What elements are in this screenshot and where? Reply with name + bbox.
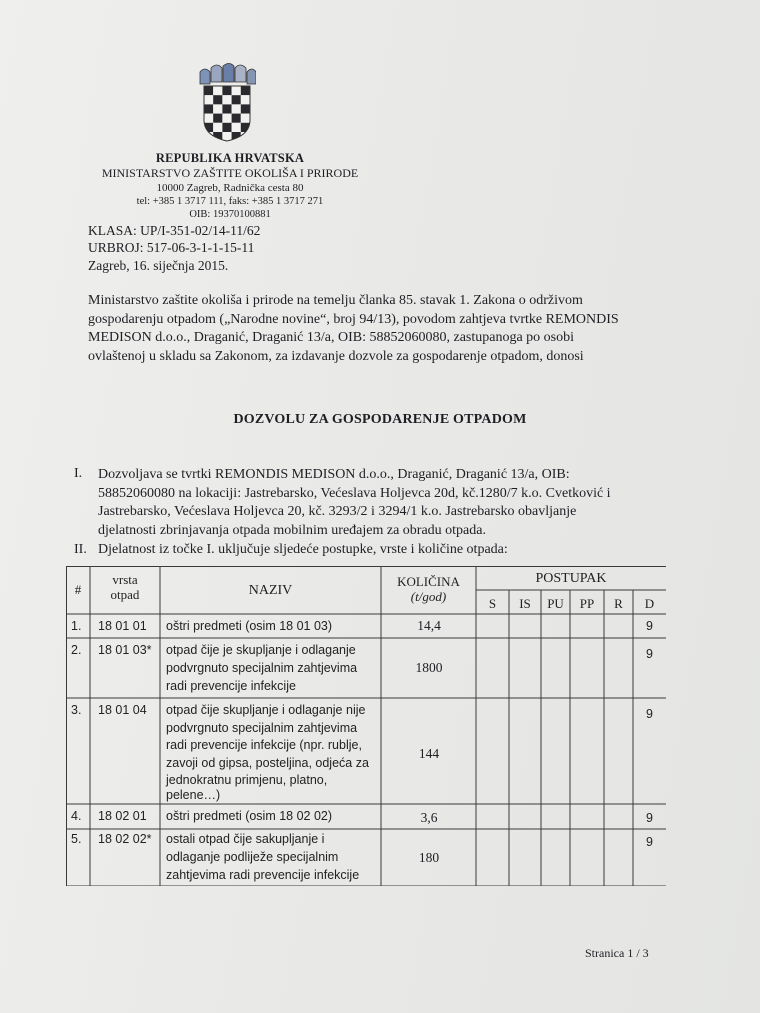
header-name: NAZIV — [248, 583, 293, 598]
coat-checker-square — [241, 95, 250, 104]
header-proc-pu: PU — [547, 596, 564, 611]
coat-checker-square — [222, 86, 231, 95]
coat-checker-square — [232, 86, 241, 95]
header-proc-s: S — [488, 596, 497, 611]
intro-line: ovlaštenoj u skladu sa Zakonom, za izdavanje dozvole za gospodarenje otpadom, donosi — [88, 348, 584, 364]
section-1-number: I. — [74, 466, 83, 481]
header-proc-is: IS — [519, 596, 531, 611]
header-republic: REPUBLIKA HRVATSKA — [155, 151, 305, 165]
croatian-coat-of-arms-icon — [196, 62, 256, 142]
reference-urbroj: URBROJ: 517-06-3-1-1-15-11 — [88, 240, 255, 255]
row-name-line: zahtjevima radi prevencije infekcije — [166, 868, 360, 882]
section-1-text — [98, 466, 661, 540]
reference-klasa: KLASA: UP/I-351-02/14-11/62 — [88, 223, 261, 238]
intro-line: Ministarstvo zaštite okoliša i prirode na temelju članka 85. stavak 1. Zakona o održivom — [88, 293, 583, 308]
row-waste-code: 18 01 03* — [98, 643, 152, 657]
header-proc-r: R — [614, 596, 623, 611]
row-name-line: ostali otpad čije sakupljanje i — [166, 832, 325, 846]
waste-table — [66, 566, 666, 886]
row-name-line: oštri predmeti (osim 18 02 02) — [166, 809, 333, 823]
intro-line: MEDISON d.o.o., Draganić, Draganić 13/a, OIB: 58852060080, zastupanoga po osobi — [88, 330, 575, 345]
row-quantity: 14,4 — [417, 618, 441, 633]
header-waste-type — [90, 572, 160, 602]
row-proc-d: 9 — [646, 811, 653, 825]
coat-checker-square — [232, 123, 241, 132]
header-number: # — [74, 582, 82, 597]
header-proc-pp: PP — [579, 596, 595, 611]
coat-checker-square — [222, 104, 231, 113]
row-name-line: podvrgnuto specijalnim zahtjevima — [166, 661, 358, 675]
row-quantity: 180 — [418, 850, 440, 865]
coat-checker-square — [204, 132, 213, 141]
coat-checker-square — [213, 123, 222, 132]
row-name-line: radi prevencije infekcije — [166, 679, 296, 693]
coat-checker-square — [241, 86, 250, 95]
coat-checker-square — [213, 95, 222, 104]
header-ministry: MINISTARSTVO ZAŠTITE OKOLIŠA I PRIRODE — [101, 166, 359, 180]
row-name-line: zavoji od gipsa, posteljina, odjeća za — [166, 755, 369, 770]
reference-date: Zagreb, 16. siječnja 2015. — [88, 258, 229, 273]
row-proc-d: 9 — [646, 647, 653, 661]
section-1-line: Jastrebarsko, Većeslava Holjevca 20, kč. 3293/2 i 3294/1 k.o. Jastrebarsko obavljanje — [98, 504, 577, 519]
header-address: 10000 Zagreb, Radnička cesta 80 — [156, 182, 304, 194]
header-procedure: POSTUPAK — [535, 571, 607, 586]
section-2-text: Djelatnost iz točke I. uključuje sljedeće postupke, vrste i količine otpada: — [98, 542, 508, 557]
coat-checker-square — [222, 114, 231, 123]
row-waste-code: 18 01 01 — [98, 619, 147, 633]
row-quantity: 144 — [418, 746, 440, 761]
row-name-line: podvrgnuto specijalnim zahtjevima — [166, 720, 358, 735]
section-1-line: Dozvoljava se tvrtki REMONDIS MEDISON d.o.o., Draganić, Draganić 13/a, OIB: — [98, 467, 570, 482]
row-name-line: jednokratnu primjenu, platno, — [166, 773, 328, 787]
header-phone: tel: +385 1 3717 111, faks: +385 1 3717 271 — [136, 196, 324, 207]
intro-paragraph — [88, 292, 663, 366]
row-number: 5. — [71, 832, 82, 846]
row-name-line: otpad čije je skupljanje i odlaganje — [166, 643, 356, 657]
coat-checker-square — [222, 123, 231, 132]
row-name-line: pelene…) — [166, 788, 221, 802]
table-grid — [66, 566, 666, 886]
intro-line: gospodarenju otpadom („Narodne novine“, broj 94/13), povodom zahtjeva tvrtke REMONDIS — [88, 311, 619, 327]
row-waste-code: 18 01 04 — [98, 703, 147, 717]
coat-checker-square — [213, 104, 222, 113]
header-quantity-unit: (t/god) — [410, 589, 447, 604]
row-proc-d: 9 — [646, 707, 653, 721]
header-oib: OIB: 19370100881 — [189, 209, 271, 220]
coat-checker-square — [232, 104, 241, 113]
coat-checker-square — [204, 86, 213, 95]
row-number: 2. — [71, 643, 82, 657]
row-quantity: 3,6 — [420, 810, 438, 825]
row-name-line: odlaganje podliježe specijalnim — [166, 850, 339, 864]
coat-checker-square — [232, 95, 241, 104]
row-name-line: oštri predmeti (osim 18 01 03) — [166, 619, 333, 633]
coat-checker-square — [232, 114, 241, 123]
coat-checker-square — [204, 95, 213, 104]
section-2-number: II. — [74, 542, 87, 557]
row-number: 1. — [71, 619, 82, 633]
row-waste-code: 18 02 01 — [98, 809, 147, 823]
coat-checker-square — [204, 114, 213, 123]
page-number: Stranica 1 / 3 — [585, 946, 649, 960]
header-waste-type-line1: vrsta — [112, 572, 138, 587]
row-waste-code: 18 02 02* — [98, 832, 152, 846]
row-number: 4. — [71, 809, 82, 823]
header-waste-type-line2: otpad — [110, 587, 140, 602]
row-name-line: otpad čije skupljanje i odlaganje nije — [166, 703, 366, 717]
header-proc-d: D — [644, 596, 655, 611]
coat-checker-square — [241, 104, 250, 113]
row-proc-d: 9 — [646, 835, 653, 849]
coat-checker-square — [213, 86, 222, 95]
row-proc-d: 9 — [646, 619, 653, 633]
coat-checker-square — [204, 104, 213, 113]
section-1-line: djelatnosti zbrinjavanja otpada mobilnim uređajem za obradu otpada. — [98, 522, 486, 538]
coat-checker-square — [213, 114, 222, 123]
row-name-line: radi prevencije infekcije (npr. rublje, — [166, 738, 362, 752]
row-number: 3. — [71, 703, 82, 717]
coat-checker-square — [241, 114, 250, 123]
document-title: DOZVOLU ZA GOSPODARENJE OTPADOM — [233, 412, 527, 427]
header-quantity-line1: KOLIČINA — [397, 574, 460, 589]
coat-checker-square — [222, 95, 231, 104]
header-quantity — [381, 574, 476, 604]
coat-checker-square — [241, 132, 250, 141]
section-1-line: 58852060080 na lokaciji: Jastrebarsko, Većeslava Holjevca 20d, kč.1280/7 k.o. Cvetković i — [98, 485, 611, 501]
row-quantity: 1800 — [415, 660, 443, 675]
